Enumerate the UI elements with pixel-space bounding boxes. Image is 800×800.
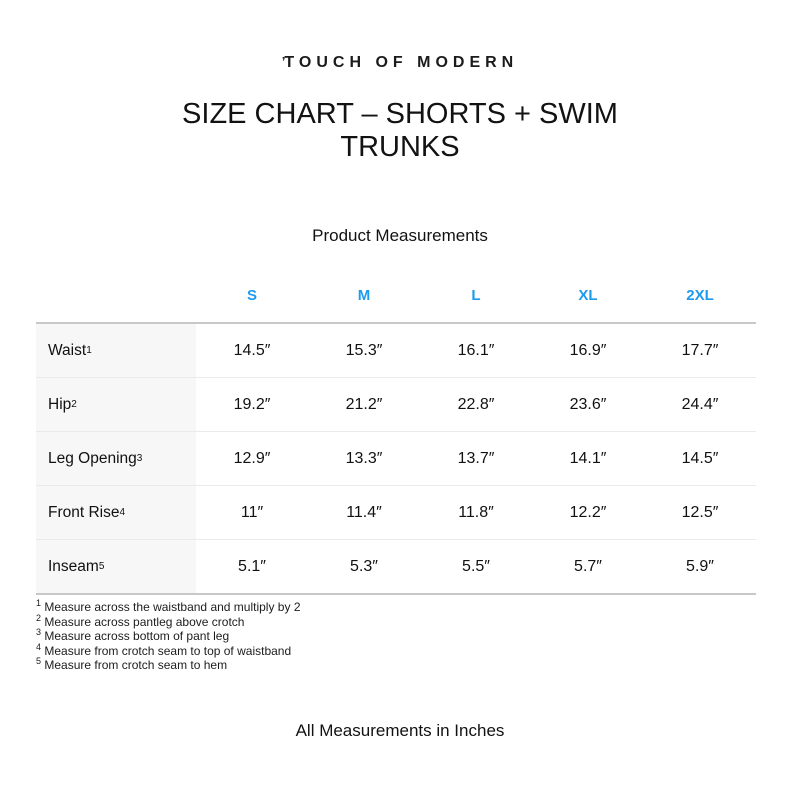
front-rise-value-2xl: 12.5″ [681,503,719,521]
footnote-marker: 2 [36,612,42,623]
table-row-hip [36,377,756,431]
footnote-5 [36,658,800,673]
row-label-hip: Hip 2 [36,378,196,431]
leg-opening-value-s: 12.9″ [233,449,271,467]
size-table [36,268,756,595]
front-rise-value-l: 11.8″ [458,503,494,521]
size-header-s: S [246,286,257,304]
row-label-leg-opening: Leg Opening 3 [36,432,196,485]
footnote-1 [36,600,800,615]
front-rise-value-s: 11″ [240,503,264,521]
logo-tick-mark: ’ [281,54,286,69]
waist-value-l: 16.1″ [457,341,495,359]
footnote-4 [36,641,800,659]
hip-value-s: 19.2″ [233,395,271,413]
hip-value-m: 21.2″ [345,395,383,413]
row-label-text: Inseam [48,557,99,575]
footnote-marker: 5 [36,656,42,666]
table-row-leg-opening [36,431,756,485]
page-title [0,98,800,164]
row-label-waist: Waist 1 [36,324,196,377]
size-header-row [36,268,756,322]
hip-value-2xl: 24.4″ [681,395,719,413]
leg-opening-value-l: 13.7″ [457,449,495,467]
footnote-text: Measure from crotch seam to hem [44,658,228,672]
units-note: All Measurements in Inches [295,720,505,740]
footnote-text: Measure across the waistband and multiply by 2 [44,600,301,614]
size-header-m: M [357,286,371,304]
table-row-waist [36,324,756,377]
table-row-inseam [36,539,756,593]
inseam-value-m: 5.3″ [350,557,378,575]
row-label-text: Hip [48,395,72,413]
waist-value-s: 14.5″ [233,341,271,359]
hip-value-l: 22.8″ [457,395,495,413]
front-rise-value-xl: 12.2″ [569,503,607,521]
row-label-text: Waist [48,341,87,359]
footnote-text: Measure from crotch seam to top of waistband [44,643,292,658]
size-header-l: L [471,286,481,304]
page-title-line-1: SIZE CHART – SHORTS + SWIM [182,98,618,130]
footnotes [36,600,800,673]
front-rise-value-m: 11.4″ [346,503,382,521]
row-label-inseam: Inseam 5 [36,540,196,593]
waist-value-xl: 16.9″ [569,341,607,359]
size-table-body [36,322,756,595]
footnote-3 [36,629,800,644]
size-header-xl: XL [578,286,598,304]
section-title: Product Measurements [312,226,488,245]
row-label-text: Leg Opening [48,449,137,467]
leg-opening-value-xl: 14.1″ [569,449,607,467]
inseam-value-2xl: 5.9″ [686,557,714,575]
waist-value-2xl: 17.7″ [681,341,719,359]
row-label-text: Front Rise [48,503,120,521]
waist-value-m: 15.3″ [345,341,383,359]
brand-logo [0,0,800,72]
footnote-marker: 4 [36,641,42,652]
leg-opening-value-m: 13.3″ [345,449,383,467]
logo-text: TOUCH OF MODERN [284,54,519,71]
size-header-2xl: 2XL [686,286,714,304]
footnote-text: Measure across bottom of pant leg [44,629,230,643]
inseam-value-xl: 5.7″ [574,557,602,575]
inseam-value-s: 5.1″ [238,557,266,575]
footnote-2 [36,612,800,630]
inseam-value-l: 5.5″ [462,557,490,575]
footnote-text: Measure across pantleg above crotch [44,614,245,629]
footnote-marker: 3 [36,627,42,637]
page-title-line-2: TRUNKS [340,131,460,163]
footnote-marker: 1 [36,598,42,608]
leg-opening-value-2xl: 14.5″ [681,449,719,467]
hip-value-xl: 23.6″ [569,395,607,413]
row-label-front-rise: Front Rise 4 [36,486,196,539]
table-row-front-rise [36,485,756,539]
